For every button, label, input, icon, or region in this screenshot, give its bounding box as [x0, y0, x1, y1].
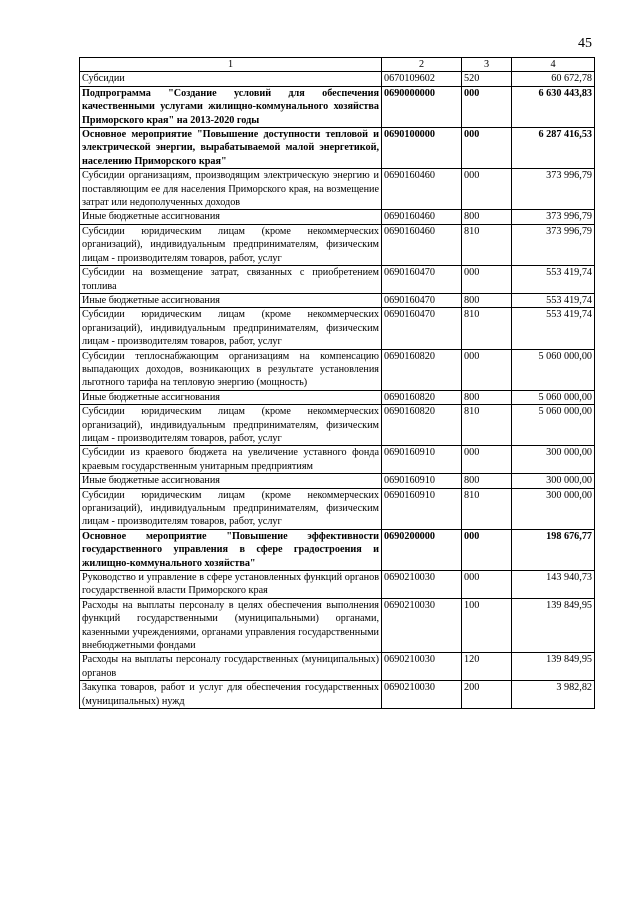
table-row — [80, 446, 595, 474]
table-row — [80, 308, 595, 349]
row-name-cell: Расходы на выплаты персоналу государственных (муниципальных) органов — [80, 653, 382, 681]
row-name-cell: Субсидии организациям, производящим электрическую энергию и поставляющим ее для населения Приморского края, на возмещение затрат или недополученных доходов — [80, 169, 382, 210]
row-name-cell: Субсидии юридическим лицам (кроме некоммерческих организаций), индивидуальным предпринимателям, физическим лицам - производителям товаров, работ, услуг — [80, 224, 382, 265]
row-amount-cell: 553 419,74 — [512, 308, 595, 349]
row-type-cell: 810 — [462, 224, 512, 265]
row-name-cell: Субсидии на возмещение затрат, связанных с приобретением топлива — [80, 266, 382, 294]
row-amount-cell: 6 630 443,83 — [512, 86, 595, 127]
table-row — [80, 571, 595, 599]
row-type-cell: 000 — [462, 128, 512, 169]
row-name-cell: Субсидии юридическим лицам (кроме некоммерческих организаций), индивидуальным предпринимателям, физическим лицам - производителям товаров, работ, услуг — [80, 488, 382, 529]
row-name-cell: Подпрограмма "Создание условий для обеспечения качественными услугами жилищно-коммунального хозяйства Приморского края" на 2013-2020 годы — [80, 86, 382, 127]
row-name-cell: Расходы на выплаты персоналу в целях обеспечения выполнения функций государственными (муниципальными) органами, казенными учреждениями, органами управления государственными внебюджетными фондами — [80, 598, 382, 653]
table-row — [80, 128, 595, 169]
row-type-cell: 000 — [462, 571, 512, 599]
row-name-cell: Субсидии — [80, 72, 382, 86]
row-amount-cell: 300 000,00 — [512, 488, 595, 529]
row-code-cell: 0690200000 — [382, 529, 462, 570]
row-name-cell: Основное мероприятие "Повышение эффективности государственного управления в сфере градостроения и жилищно-коммунального хозяйства" — [80, 529, 382, 570]
row-type-cell: 810 — [462, 405, 512, 446]
table-row — [80, 293, 595, 307]
row-code-cell: 0690160470 — [382, 266, 462, 294]
row-amount-cell: 373 996,79 — [512, 224, 595, 265]
row-code-cell: 0690160460 — [382, 210, 462, 224]
row-code-cell: 0690160910 — [382, 488, 462, 529]
header-col-4: 4 — [512, 58, 595, 72]
row-amount-cell: 553 419,74 — [512, 293, 595, 307]
row-amount-cell: 5 060 000,00 — [512, 349, 595, 390]
row-type-cell: 800 — [462, 210, 512, 224]
row-name-cell: Субсидии юридическим лицам (кроме некоммерческих организаций), индивидуальным предпринимателям, физическим лицам - производителям товаров, работ, услуг — [80, 405, 382, 446]
row-type-cell: 810 — [462, 488, 512, 529]
row-amount-cell: 553 419,74 — [512, 266, 595, 294]
row-type-cell: 810 — [462, 308, 512, 349]
row-code-cell: 0670109602 — [382, 72, 462, 86]
row-name-cell: Иные бюджетные ассигнования — [80, 474, 382, 488]
row-code-cell: 0690160820 — [382, 405, 462, 446]
row-amount-cell: 139 849,95 — [512, 598, 595, 653]
row-amount-cell: 6 287 416,53 — [512, 128, 595, 169]
row-code-cell: 0690100000 — [382, 128, 462, 169]
row-type-cell: 000 — [462, 529, 512, 570]
table-row — [80, 390, 595, 404]
table-row — [80, 488, 595, 529]
row-name-cell: Руководство и управление в сфере установленных функций органов государственной власти Приморского края — [80, 571, 382, 599]
row-type-cell: 000 — [462, 266, 512, 294]
table-row — [80, 529, 595, 570]
table-row — [80, 405, 595, 446]
row-code-cell: 0690160460 — [382, 224, 462, 265]
row-code-cell: 0690160470 — [382, 293, 462, 307]
row-type-cell: 120 — [462, 653, 512, 681]
row-amount-cell: 373 996,79 — [512, 169, 595, 210]
row-name-cell: Субсидии из краевого бюджета на увеличение уставного фонда краевым государственным унитарным предприятиям — [80, 446, 382, 474]
row-amount-cell: 5 060 000,00 — [512, 390, 595, 404]
row-code-cell: 0690160460 — [382, 169, 462, 210]
row-type-cell: 000 — [462, 349, 512, 390]
row-code-cell: 0690160820 — [382, 349, 462, 390]
row-amount-cell: 300 000,00 — [512, 474, 595, 488]
row-name-cell: Иные бюджетные ассигнования — [80, 293, 382, 307]
budget-table — [79, 57, 595, 709]
row-name-cell: Основное мероприятие "Повышение доступности тепловой и электрической энергии, вырабатываемой малой энергетикой, населению Приморского края" — [80, 128, 382, 169]
table-row — [80, 653, 595, 681]
row-amount-cell: 300 000,00 — [512, 446, 595, 474]
page-number: 45 — [578, 36, 592, 51]
row-name-cell: Иные бюджетные ассигнования — [80, 210, 382, 224]
row-type-cell: 800 — [462, 474, 512, 488]
table-row — [80, 169, 595, 210]
row-type-cell: 000 — [462, 169, 512, 210]
header-col-2: 2 — [382, 58, 462, 72]
row-code-cell: 0690160910 — [382, 446, 462, 474]
row-code-cell: 0690000000 — [382, 86, 462, 127]
table-row — [80, 474, 595, 488]
row-amount-cell: 60 672,78 — [512, 72, 595, 86]
row-type-cell: 800 — [462, 390, 512, 404]
row-code-cell: 0690160910 — [382, 474, 462, 488]
row-name-cell: Закупка товаров, работ и услуг для обеспечения государственных (муниципальных) нужд — [80, 681, 382, 709]
header-col-3: 3 — [462, 58, 512, 72]
row-amount-cell: 5 060 000,00 — [512, 405, 595, 446]
row-code-cell: 0690210030 — [382, 653, 462, 681]
header-row — [80, 58, 595, 72]
row-type-cell: 520 — [462, 72, 512, 86]
row-amount-cell: 198 676,77 — [512, 529, 595, 570]
table-row — [80, 72, 595, 86]
row-amount-cell: 373 996,79 — [512, 210, 595, 224]
table-row — [80, 598, 595, 653]
table-row — [80, 210, 595, 224]
row-name-cell: Субсидии теплоснабжающим организациям на компенсацию выпадающих доходов, возникающих в результате установления льготного тарифа на тепловую энергию (мощность) — [80, 349, 382, 390]
row-code-cell: 0690210030 — [382, 681, 462, 709]
row-type-cell: 100 — [462, 598, 512, 653]
table-row — [80, 681, 595, 709]
table-row — [80, 224, 595, 265]
row-code-cell: 0690160820 — [382, 390, 462, 404]
header-col-1: 1 — [80, 58, 382, 72]
row-amount-cell: 139 849,95 — [512, 653, 595, 681]
table-row — [80, 86, 595, 127]
table-row — [80, 349, 595, 390]
row-code-cell: 0690210030 — [382, 598, 462, 653]
row-type-cell: 000 — [462, 446, 512, 474]
row-name-cell: Иные бюджетные ассигнования — [80, 390, 382, 404]
row-name-cell: Субсидии юридическим лицам (кроме некоммерческих организаций), индивидуальным предпринимателям, физическим лицам - производителям товаров, работ, услуг — [80, 308, 382, 349]
row-code-cell: 0690160470 — [382, 308, 462, 349]
row-type-cell: 200 — [462, 681, 512, 709]
row-amount-cell: 3 982,82 — [512, 681, 595, 709]
row-code-cell: 0690210030 — [382, 571, 462, 599]
row-type-cell: 800 — [462, 293, 512, 307]
table-row — [80, 266, 595, 294]
row-amount-cell: 143 940,73 — [512, 571, 595, 599]
row-type-cell: 000 — [462, 86, 512, 127]
